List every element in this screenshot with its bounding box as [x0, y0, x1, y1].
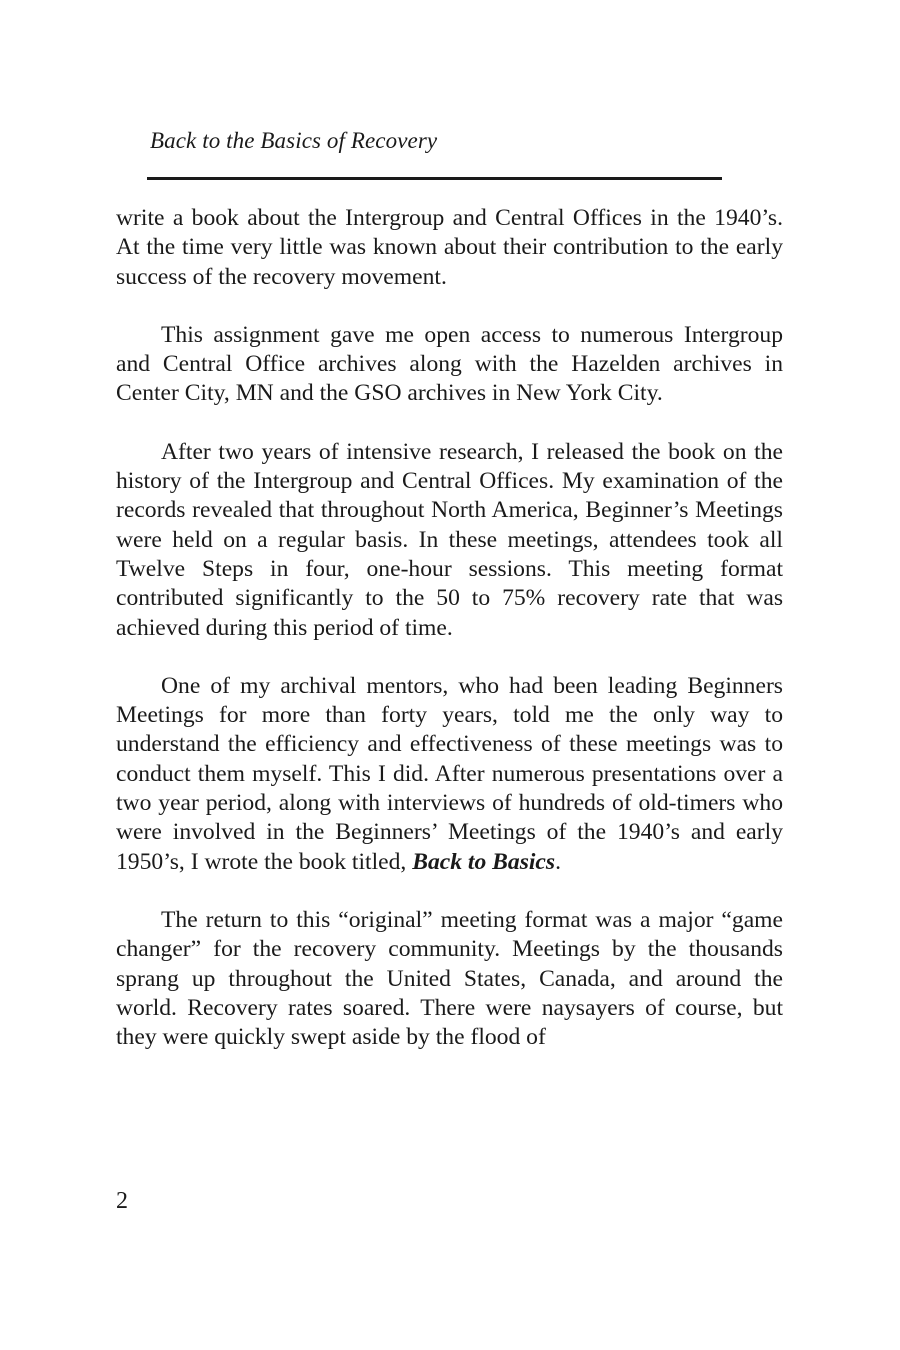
running-head: Back to the Basics of Recovery	[150, 128, 438, 153]
header-rule	[147, 177, 722, 180]
paragraph-mentors-text: One of my archival mentors, who had been leading Beginners Meetings for more than forty years, told me the only way to understand the efficiency and effectiveness of these meetings was to conduct them myself. This I did. After numerous presentations over a two year period, along with interviews of hundreds of old-timers who were involved in the Beginners’ Meetings of the 1940’s and early 1950’s, I wrote the book titled,	[116, 672, 783, 875]
paragraph-continued: write a book about the Intergroup and Central Offices in the 1940’s. At the time very little was known about their contribution to the early success of the recovery movement.	[116, 205, 783, 290]
book-title: Back to Basics	[412, 848, 556, 875]
paragraph-game-changer: The return to this “original” meeting format was a major “game changer” for the recovery community. Meetings by the thousands sprang up throughout the United States, Canada, and around the world. Recovery rates soared. There were naysayers of course, but they were quickly swept aside by the flood of	[116, 906, 783, 1051]
book-title-period: .	[555, 848, 561, 875]
page-number: 2	[116, 1188, 128, 1214]
body-text	[116, 204, 783, 1052]
paragraph-archive-access: This assignment gave me open access to numerous Intergroup and Central Office archives along with the Hazelden archives in Center City, MN and the GSO archives in New York City.	[116, 321, 783, 407]
paragraph-research: After two years of intensive research, I released the book on the history of the Intergroup and Central Offices. My examination of the records revealed that throughout North America, Beginner’s Meetings were held on a regular basis. In these meetings, attendees took all Twelve Steps in four, one-hour sessions. This meeting format contributed significantly to the 50 to 75% recovery rate that was achieved during this period of time.	[116, 438, 783, 641]
paragraph-archival-mentors	[116, 672, 783, 877]
